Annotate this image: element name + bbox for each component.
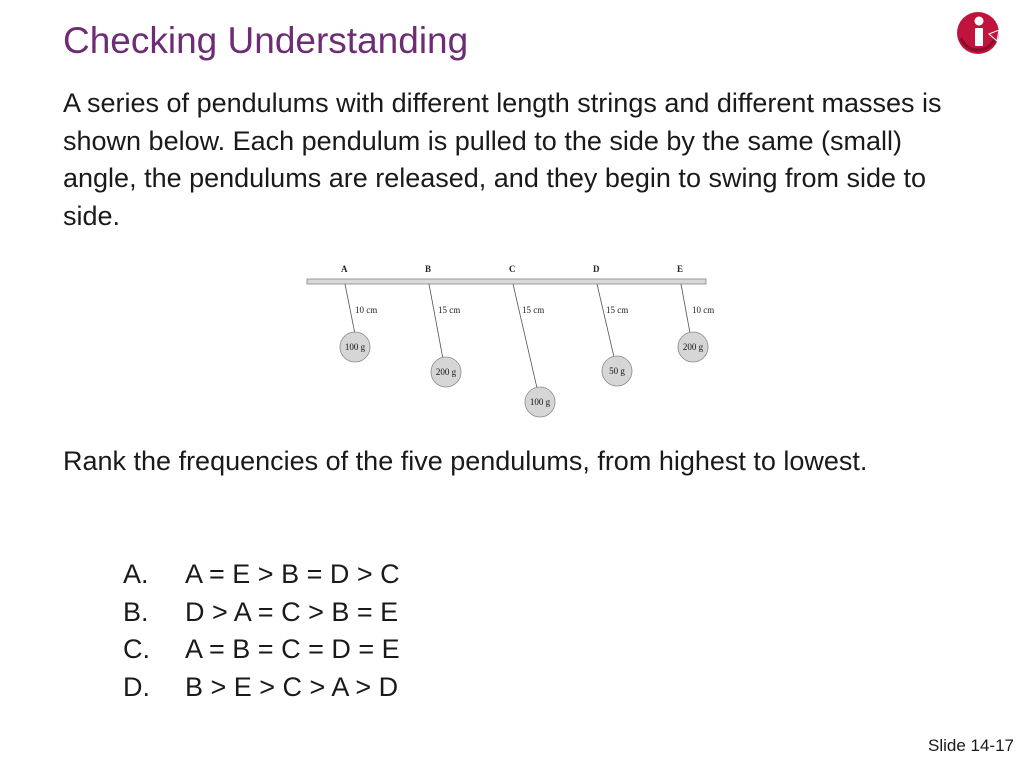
pendulum-c-label: C <box>509 264 516 274</box>
pendulum-e-mass: 200 g <box>682 342 704 352</box>
pendulum-e-label: E <box>677 264 684 274</box>
pendulum-b-label: B <box>425 264 432 274</box>
pendulum-support-bar <box>307 279 706 284</box>
pendulum-e-string <box>681 284 690 333</box>
pendulum-figure <box>300 258 720 426</box>
pendulum-d-mass: 50 g <box>609 366 625 376</box>
pendulum-e-length: 10 cm <box>692 305 715 315</box>
pendulum-c-mass: 100 g <box>529 397 551 407</box>
option-letter: D. <box>123 671 150 702</box>
pendulum-a-length: 10 cm <box>355 305 378 315</box>
intro-paragraph: A series of pendulums with different length strings and different masses is shown below. Each pendulum is pulled to the side by the same (small) angle, the pendulums are released, and they begin to swing from side to side. <box>63 88 942 231</box>
pendulum-c-length: 15 cm <box>522 305 545 315</box>
pendulum-d-length: 15 cm <box>606 305 629 315</box>
question-text: Rank the frequencies of the five pendulums, from highest to lowest. <box>63 446 868 476</box>
slide-number: Slide 14-17 <box>927 736 1014 755</box>
slide-title: Checking Understanding <box>63 20 469 61</box>
info-logo-icon <box>953 8 1003 58</box>
answer-options <box>123 556 400 706</box>
option-letter: A. <box>123 559 149 589</box>
pendulum-a-string <box>345 284 355 334</box>
option-text: A = E > B = D > C <box>185 559 400 589</box>
pendulum-b-mass: 200 g <box>435 367 457 377</box>
answer-option-d[interactable] <box>123 669 400 707</box>
option-letter: C. <box>123 634 150 664</box>
option-text: A = B = C = D = E <box>185 634 400 664</box>
pendulum-b-string <box>429 284 443 359</box>
pendulum-a-mass: 100 g <box>344 342 366 352</box>
option-text: D > A = C > B = E <box>185 596 399 627</box>
pendulum-d-string <box>597 284 614 357</box>
answer-option-a[interactable] <box>123 556 400 594</box>
pendulum-b-length: 15 cm <box>438 305 461 315</box>
option-letter: B. <box>123 596 149 627</box>
pendulum-a-label: A <box>341 264 348 274</box>
option-text: B > E > C > A > D <box>185 671 399 702</box>
pendulum-c-string <box>513 284 537 388</box>
pendulum-d-label: D <box>593 264 600 274</box>
answer-option-b[interactable] <box>123 594 400 632</box>
answer-option-c[interactable] <box>123 631 400 669</box>
